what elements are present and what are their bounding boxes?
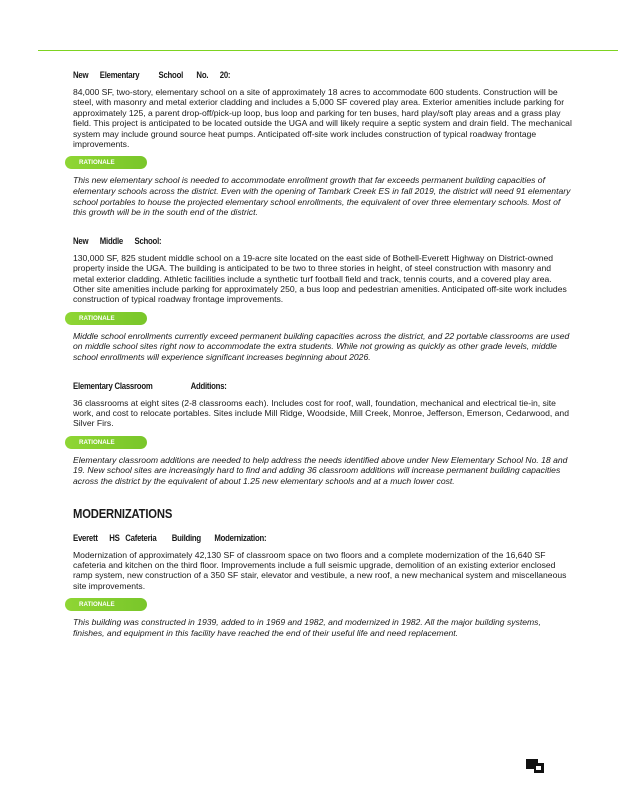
project-block [73, 236, 573, 363]
top-rule [38, 50, 618, 51]
rationale-badge: RATIONALE [65, 312, 147, 325]
project-title: New Middle School: [73, 235, 162, 247]
rationale-badge: RATIONALE [65, 436, 147, 449]
document-body [73, 70, 573, 638]
rationale-text: This building was constructed in 1939, added to in 1969 and 1982, and modernized in 1982. All the major building systems, finishes, and equipment in this facility have reached the end of their useful life and need replacement. [73, 617, 541, 638]
rationale-badge: RATIONALE [65, 598, 147, 611]
section-heading: MODERNIZATIONS [73, 506, 173, 521]
rationale-text: Elementary classroom additions are needed to help address the needs identified above under New Elementary School No. 18 and 19. New school sites are increasingly hard to find and adding 36 classroom additions will increase permanent building capacities across the district by the equivalent of about 1.25 new elementary schools and at a much lower cost. [73, 454, 568, 487]
rationale-text: This new elementary school is needed to accommodate enrollment growth that far exceeds permanent building capacities of elementary schools across the district. Even with the opening of Tambark Creek ES in fall 2019, the district will need 91 elementary school portables to house the projected elementary school enrollments, the equivalent of over three elementary schools. Most of this growth will be in the south end of the district. [73, 175, 571, 218]
project-description: 84,000 SF, two-story, elementary school on a site of approximately 18 acres to accommodate 600 students. Construction will be steel, with masonry and metal exterior cladding and includes a 5,000 SF covered play area. Exterior amenities include parking for approximately 125, a parent drop-off/pick-up loop, bus loop and parking for ten buses, hard play/soft play areas and a grass play field. This project is anticipated to be located outside the UGA and will likely require a septic system and drain field. The mechanical system may include ground source heat pumps. Anticipated off-site work includes construction of typical roadway frontage improvements. [73, 87, 572, 150]
project-title: New Elementary School No. 20: [73, 70, 231, 81]
project-title: Elementary Classroom Additions: [73, 380, 227, 392]
page-corner-logo-icon [524, 757, 546, 775]
project-description: 36 classrooms at eight sites (2-8 classrooms each). Includes cost for roof, wall, foundation, mechanical and electrical tie-in, site work, and cost to relocate portables. Sites include Mill Ridge, Woodside, Mill Creek, Monroe, Jefferson, Emerson, Cedarwood, and Silver Firs. [73, 397, 569, 429]
project-description: Modernization of approximately 42,130 SF of classroom space on two floors and a complete modernization of the 16,640 SF cafeteria and kitchen on the third floor. Improvements include a full seismic upgrade, demolition of an existing exterior enclosed ramp system, new construction of a 350 SF stair, elevator and vestibule, a new roof, a new mechanical system and miscellaneous site improvements. [73, 549, 567, 591]
rationale-text: Middle school enrollments currently exceed permanent building capacities across the district, and 22 portable classrooms are used on middle school sites right now to accommodate the extra students. While not growing as quickly as other grade levels, middle school enrollments will experience significant increases beginning about 2026. [73, 330, 570, 363]
rationale-badge: RATIONALE [65, 156, 147, 169]
project-description: 130,000 SF, 825 student middle school on a 19-acre site located on the east side of Bothell-Everett Highway on District-owned property inside the UGA. The building is anticipated to be two to three stories in height, of steel construction with masonry and metal exterior cladding. Athletic facilities include a synthetic turf football field and track, tennis courts, and a covered play area. Other site amenities include parking for approximately 250, a bus loop and pedestrian amenities. Anticipated off-site work includes construction of typical roadway frontage improvements. [73, 252, 567, 305]
project-block [73, 533, 573, 639]
project-block [73, 70, 573, 218]
project-title: Everett HS Cafeteria Building Modernization: [73, 532, 267, 544]
project-block [73, 381, 573, 487]
